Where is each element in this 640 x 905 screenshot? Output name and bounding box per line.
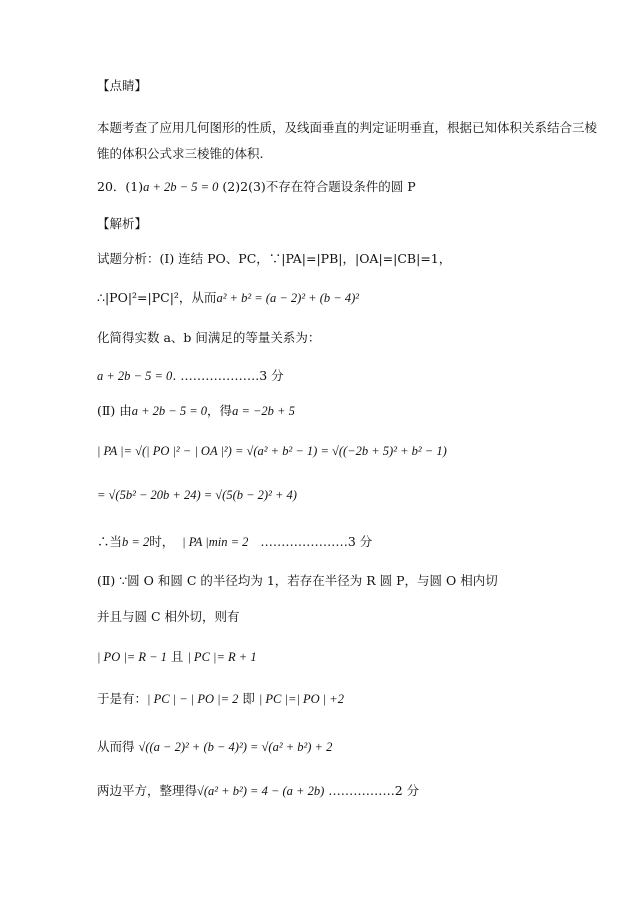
equation: | PA |min = 2 xyxy=(182,535,249,549)
analysis-line xyxy=(97,533,372,551)
paragraph-line: 本题考查了应用几何图形的性质，及线面垂直的判定证明垂直，根据已知体积关系结合三棱 xyxy=(97,120,598,135)
score-note: …………….2 分 xyxy=(324,783,420,798)
equation: a = −2b + 5 xyxy=(232,404,295,418)
analysis-line xyxy=(97,738,332,756)
analysis-line xyxy=(97,690,344,708)
equation: b = 2 xyxy=(122,535,150,549)
equation-line: | PA |= √(| PO |² − | OA |²) = √(a² + b² − 1) = √((−2b + 5)² + b² − 1) xyxy=(97,444,447,458)
equation: | PO |= R − 1 xyxy=(97,650,167,664)
equation: | PC |= R + 1 xyxy=(187,650,257,664)
paragraph-line: 锥的体积公式求三棱锥的体积. xyxy=(97,146,264,161)
text: ，得 xyxy=(207,403,233,418)
equation-line: = √(5b² − 20b + 24) = √(5(b − 2)² + 4) xyxy=(97,488,297,502)
text: 且 xyxy=(166,649,188,664)
equation: √(a² + b²) = 4 − (a + 2b) xyxy=(197,784,325,798)
analysis-line: 并且与圆 C 相外切，则有 xyxy=(97,609,240,624)
equation: a + 2b − 5 = 0 xyxy=(143,180,219,194)
equation: a² + b² = (a − 2)² + (b − 4)² xyxy=(216,291,360,305)
text: 即 xyxy=(238,691,259,706)
text: ∴|PO|²=|PC|²，从而 xyxy=(97,290,217,305)
equation: a + 2b − 5 = 0 xyxy=(131,404,208,418)
text: 于是有： xyxy=(97,691,148,706)
section-heading-analysis: 【解析】 xyxy=(97,216,148,231)
analysis-line xyxy=(97,289,359,307)
equation: | PC |=| PO | +2 xyxy=(258,692,344,706)
analysis-line: 化简得实数 a、b 间满足的等量关系为： xyxy=(97,330,321,345)
analysis-line xyxy=(97,782,419,800)
text: (Ⅱ) 由 xyxy=(97,403,132,418)
analysis-line xyxy=(97,367,284,385)
equation: a + 2b − 5 = 0 xyxy=(97,369,173,383)
equation: | PC | − | PO |= 2 xyxy=(147,692,239,706)
answer-text: (2)2(3)不存在符合题设条件的圆 P xyxy=(218,179,416,194)
analysis-line: (Ⅱ) ∵圆 O 和圆 C 的半径均为 1，若存在半径为 R 圆 P，与圆 O 相内切 xyxy=(97,573,498,588)
text: 时， xyxy=(149,534,175,549)
analysis-line xyxy=(97,402,295,420)
score-note: …………………3 分 xyxy=(260,534,373,549)
analysis-line xyxy=(97,648,257,666)
equation: √((a − 2)² + (b − 4)²) = √(a² + b²) + 2 xyxy=(138,740,333,754)
analysis-line: 试题分析：(Ⅰ) 连结 PO、PC，∵|PA|=|PB|，|OA|=|CB|=1， xyxy=(97,251,452,266)
question-number: 20．(1) xyxy=(97,179,144,194)
text: 两边平方，整理得 xyxy=(97,783,198,798)
text: ∴当 xyxy=(97,534,123,549)
score-note: . ……………….3 分 xyxy=(172,368,284,383)
answer-line-20 xyxy=(97,178,416,196)
section-heading-key-point: 【点睛】 xyxy=(97,78,148,93)
text: 从而得 xyxy=(97,739,139,754)
